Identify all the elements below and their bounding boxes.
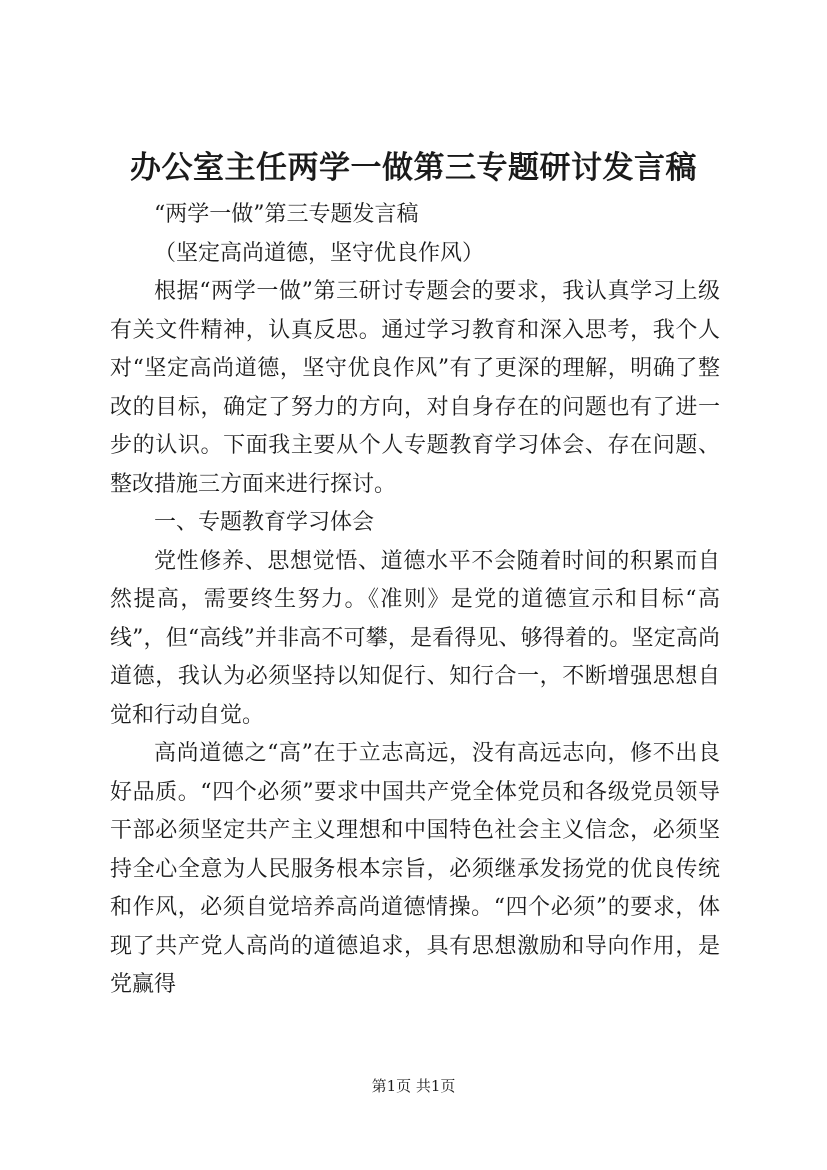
- body-paragraph: 高尚道德之“高”在于立志高远，没有高远志向，修不出良好品质。“四个必须”要求中国共产党全体党员和各级党员领导干部必须坚定共产主义理想和中国特色社会主义信念，必须坚持全心全意为人民服务根本宗旨，必须继承发扬党的优良传统和作风，必须自觉培养高尚道德情操。“四个必须”的要求，体现了共产党人高尚的道德追求，具有思想激励和导向作用，是党赢得: [110, 741, 720, 997]
- page-footer: 第1页 共1页: [371, 1077, 456, 1095]
- intro-paragraph: 根据“两学一做”第三研讨专题会的要求，我认真学习上级有关文件精神，认真反思。通过学习教育和深入思考，我个人对“坚定高尚道德，坚守优良作风”有了更深的理解，明确了整改的目标，确定了努力的方向，对自身存在的问题也有了进一步的认识。下面我主要从个人专题教育学习体会、存在问题、整改措施三方面来进行探讨。: [110, 279, 720, 497]
- document-body: [110, 196, 720, 1005]
- subtitle-theme: （坚定高尚道德，坚守优良作风）: [154, 240, 485, 266]
- body-paragraph: 党性修养、思想觉悟、道德水平不会随着时间的积累而自然提高，需要终生努力。《准则》是党的道德宣示和目标“高线”，但“高线”并非高不可攀，是看得见、够得着的。坚定高尚道德，我认为必须坚持以知促行、知行合一，不断增强思想自觉和行动自觉。: [110, 548, 720, 728]
- document-title: 办公室主任两学一做第三专题研讨发言稿: [130, 150, 697, 186]
- section-heading: 一、专题教育学习体会: [154, 510, 375, 535]
- subtitle: “两学一做”第三专题发言稿: [154, 202, 419, 227]
